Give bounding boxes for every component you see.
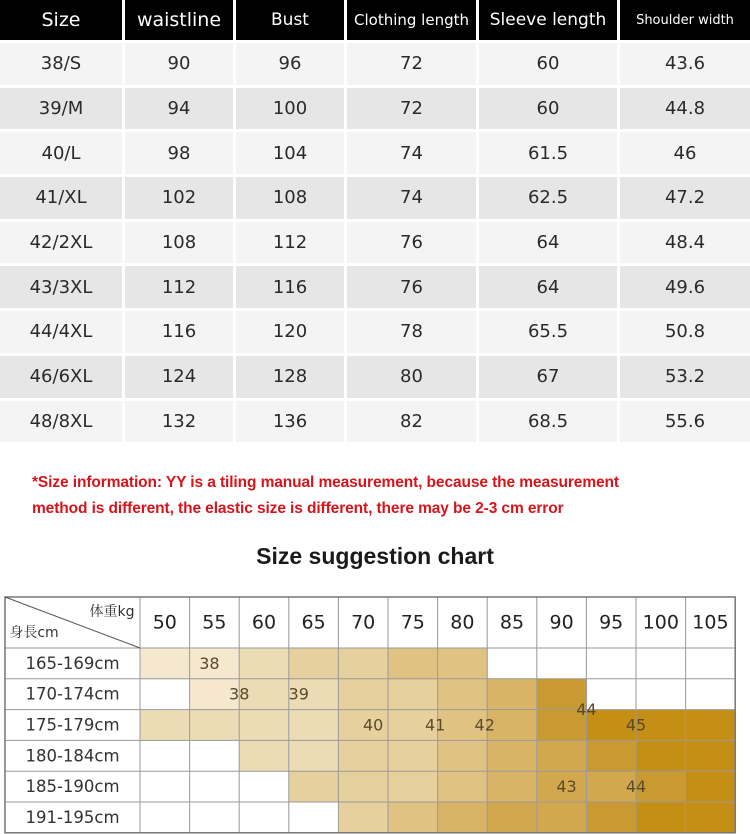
zone-cell-size-41 [388,802,438,833]
table-cell: 40/L [0,129,125,174]
table-cell: 44/4XL [0,308,125,353]
zone-cell-size-45 [686,771,736,802]
table-cell: 74 [347,129,479,174]
zone-cell-size-40 [388,740,438,771]
zone-cell-size-44 [586,802,636,833]
table-cell: 132 [125,398,236,443]
table-cell: 116 [236,263,347,308]
size-label: 43 [556,777,577,797]
table-cell: 120 [236,308,347,353]
table-cell: 74 [347,174,479,219]
zone-cell-size-43 [537,802,587,833]
table-cell: 46 [620,129,750,174]
size-note-line-1: *Size information: YY is a tiling manual measurement, because the measurement [32,474,619,491]
zone-cell-size-40 [388,679,438,710]
zone-cell-size-39 [140,710,190,741]
header-shoulder-width: Shoulder width [620,0,750,40]
table-cell: 61.5 [479,129,620,174]
zone-cell-size-40 [289,771,339,802]
header-waistline: waistline [125,0,236,40]
table-cell: 46/6XL [0,353,125,398]
size-label: 42 [474,715,495,735]
height-label: 185-190cm [25,777,120,797]
weight-label: 75 [400,611,425,634]
height-label: 175-179cm [25,715,120,735]
table-cell: 76 [347,219,479,264]
weight-label: 70 [351,611,376,634]
size-label: 39 [288,684,309,704]
header-clothing-length: Clothing length [347,0,479,40]
zone-cell-size-39 [239,710,289,741]
weight-label: 105 [692,611,729,634]
zone-cell-size-43 [487,802,537,833]
zone-cell-size-45 [636,802,686,833]
zone-cell-size-41 [388,648,438,679]
table-cell: 39/M [0,85,125,130]
table-cell: 64 [479,263,620,308]
table-cell: 50.8 [620,308,750,353]
weight-label: 100 [642,611,679,634]
table-cell: 108 [236,174,347,219]
zone-cell-size-42 [487,740,537,771]
table-cell: 116 [125,308,236,353]
table-cell: 136 [236,398,347,443]
table-cell: 48/8XL [0,398,125,443]
zone-cell-size-45 [686,740,736,771]
table-cell: 60 [479,40,620,85]
weight-label: 85 [499,611,525,634]
table-cell: 62.5 [479,174,620,219]
suggestion-chart-title: Size suggestion chart [256,543,494,569]
zone-cell-size-40 [388,771,438,802]
zone-cell-size-45 [636,740,686,771]
zone-cell-size-41 [438,679,488,710]
zone-cell-size-41 [438,740,488,771]
table-cell: 42/2XL [0,219,125,264]
table-cell: 68.5 [479,398,620,443]
zone-cell-size-38 [140,648,190,679]
corner-weight-label: 体重kg [89,604,135,620]
table-cell: 104 [236,129,347,174]
table-cell: 98 [125,129,236,174]
weight-label: 55 [202,611,227,634]
table-cell: 65.5 [479,308,620,353]
zone-cell-size-39 [239,648,289,679]
zone-cell-size-45 [686,802,736,833]
table-cell: 72 [347,40,479,85]
table-cell: 41/XL [0,174,125,219]
table-cell: 60 [479,85,620,130]
size-label: 38 [229,684,250,704]
height-label: 165-169cm [25,653,120,673]
table-cell: 64 [479,219,620,264]
corner-height-label: 身長cm [9,625,59,641]
weight-label: 65 [301,611,326,634]
table-cell: 47.2 [620,174,750,219]
table-cell: 55.6 [620,398,750,443]
zone-cell-size-44 [586,740,636,771]
zone-cell-size-39 [239,740,289,771]
table-cell: 76 [347,263,479,308]
table-cell: 67 [479,353,620,398]
table-cell: 112 [236,219,347,264]
table-cell: 49.6 [620,263,750,308]
table-cell: 43/3XL [0,263,125,308]
weight-label: 90 [549,611,574,634]
table-cell: 102 [125,174,236,219]
table-cell: 53.2 [620,353,750,398]
zone-cell-size-42 [487,679,537,710]
table-cell: 78 [347,308,479,353]
table-cell: 96 [236,40,347,85]
table-cell: 44.8 [620,85,750,130]
table-cell: 43.6 [620,40,750,85]
header-sleeve-length: Sleeve length [479,0,620,40]
zone-cell-size-40 [338,740,388,771]
zone-cell-size-40 [338,802,388,833]
height-label: 170-174cm [25,684,120,704]
height-label: 180-184cm [25,746,120,766]
table-cell: 94 [125,85,236,130]
size-label: 41 [424,715,446,735]
zone-cell-size-43 [537,740,587,771]
weight-label: 50 [152,611,177,634]
zone-cell-size-45 [686,710,736,741]
zone-cell-size-41 [438,771,488,802]
weight-label: 80 [450,611,475,634]
size-label: 44 [625,777,647,797]
size-label: 40 [362,715,384,735]
zone-cell-size-39 [289,740,339,771]
size-label: 44 [576,700,597,720]
header-size: Size [0,0,125,40]
zone-cell-size-40 [338,771,388,802]
size-note-line-2: method is different, the elastic size is different, there may be 2-3 cm error [32,500,564,517]
table-cell: 90 [125,40,236,85]
size-label: 45 [625,715,647,735]
table-cell: 38/S [0,40,125,85]
table-cell: 48.4 [620,219,750,264]
table-cell: 124 [125,353,236,398]
table-cell: 72 [347,85,479,130]
zone-cell-size-42 [487,771,537,802]
zone-cell-size-40 [338,648,388,679]
zone-cell-size-40 [338,679,388,710]
zone-cell-size-42 [438,802,488,833]
table-cell: 100 [236,85,347,130]
table-cell: 108 [125,219,236,264]
weight-label: 60 [251,611,277,634]
table-cell: 82 [347,398,479,443]
zone-cell-size-40 [289,648,339,679]
table-cell: 128 [236,353,347,398]
table-cell: 80 [347,353,479,398]
weight-label: 95 [599,611,624,634]
size-label: 38 [199,653,220,673]
zone-cell-size-39 [289,710,339,741]
height-label: 191-195cm [25,807,120,827]
table-cell: 112 [125,263,236,308]
header-bust: Bust [236,0,347,40]
zone-cell-size-41 [438,648,488,679]
zone-cell-size-39 [190,710,240,741]
